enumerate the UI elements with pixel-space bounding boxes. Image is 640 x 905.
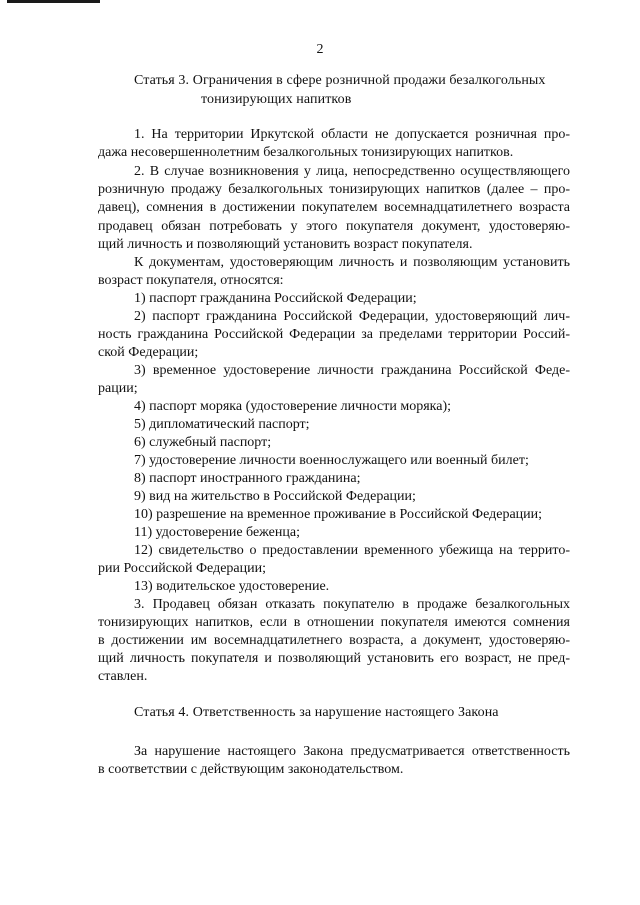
- page-number: 2: [316, 42, 324, 57]
- article-3-p2-line-3: давец), сомнения в достижении покупателем восемнадцатилетнего возраста: [98, 200, 570, 215]
- article-3-p2-line-5: щий личность и позволяющий установить возраст покупателя.: [98, 237, 473, 252]
- article-4-title: Статья 4. Ответственность за нарушение настоящего Закона: [134, 705, 499, 720]
- document-list-item-5: 5) дипломатический паспорт;: [134, 417, 310, 432]
- document-list-item-3-line-1: 3) временное удостоверение личности гражданина Российской Феде-: [134, 363, 570, 378]
- document-list-item-7: 7) удостоверение личности военнослужащего или военный билет;: [134, 453, 529, 468]
- article-4-p1-line-2: в соответствии с действующим законодательством.: [98, 762, 404, 777]
- article-4-p1-line-1: За нарушение настоящего Закона предусматривается ответственность: [134, 744, 570, 759]
- article-3-title-line-1: Статья 3. Ограничения в сфере розничной продажи безалкогольных: [134, 73, 546, 88]
- article-3-p3-line-2: тонизирующих напитков, если в отношении покупателя имеются сомнения: [98, 615, 570, 630]
- article-3-p2-line-2: розничную продажу безалкогольных тонизирующих напитков (далее – про-: [98, 182, 570, 197]
- document-list-item-8: 8) паспорт иностранного гражданина;: [134, 471, 361, 486]
- article-3-title-line-2: тонизирующих напитков: [201, 92, 352, 107]
- document-list-item-1: 1) паспорт гражданина Российской Федерации;: [134, 291, 417, 306]
- article-3-p1-line-2: дажа несовершеннолетним безалкогольных тонизирующих напитков.: [98, 145, 514, 160]
- scan-edge-mark: [7, 0, 100, 3]
- document-list-item-9: 9) вид на жительство в Российской Федерации;: [134, 489, 416, 504]
- document-list-item-2-line-2: ность гражданина Российской Федерации за пределами территории Россий-: [98, 327, 570, 342]
- document-list-item-4: 4) паспорт моряка (удостоверение личности моряка);: [134, 399, 452, 414]
- article-3-docs-intro-line-2: возраст покупателя, относятся:: [98, 273, 284, 288]
- document-list-item-11: 11) удостоверение беженца;: [134, 525, 300, 540]
- article-3-p2-line-1: 2. В случае возникновения у лица, непосредственно осуществляющего: [134, 164, 570, 179]
- article-3-p3-line-1: 3. Продавец обязан отказать покупателю в продаже безалкогольных: [134, 597, 570, 612]
- article-3-p3-line-3: в достижении им восемнадцатилетнего возраста, а документ, удостоверяю-: [98, 633, 570, 648]
- document-list-item-10: 10) разрешение на временное проживание в Российской Федерации;: [134, 507, 543, 522]
- article-3-docs-intro-line-1: К документам, удостоверяющим личность и позволяющим установить: [134, 255, 570, 270]
- document-list-item-2-line-3: ской Федерации;: [98, 345, 199, 360]
- article-3-p3-line-5: ставлен.: [98, 669, 148, 684]
- article-3-p1-line-1: 1. На территории Иркутской области не допускается розничная про-: [134, 127, 570, 142]
- document-list-item-2-line-1: 2) паспорт гражданина Российской Федерации, удостоверяющий лич-: [134, 309, 570, 324]
- article-3-p2-line-4: продавец обязан потребовать у этого покупателя документ, удостоверяю-: [98, 219, 570, 234]
- document-list-item-12-line-2: рии Российской Федерации;: [98, 561, 266, 576]
- article-3-p3-line-4: щий личность покупателя и позволяющий установить его возраст, не пред-: [98, 651, 570, 666]
- document-list-item-12-line-1: 12) свидетельство о предоставлении временного убежища на террито-: [134, 543, 570, 558]
- document-list-item-6: 6) служебный паспорт;: [134, 435, 272, 450]
- document-list-item-13: 13) водительское удостоверение.: [134, 579, 330, 594]
- document-list-item-3-line-2: рации;: [98, 381, 138, 396]
